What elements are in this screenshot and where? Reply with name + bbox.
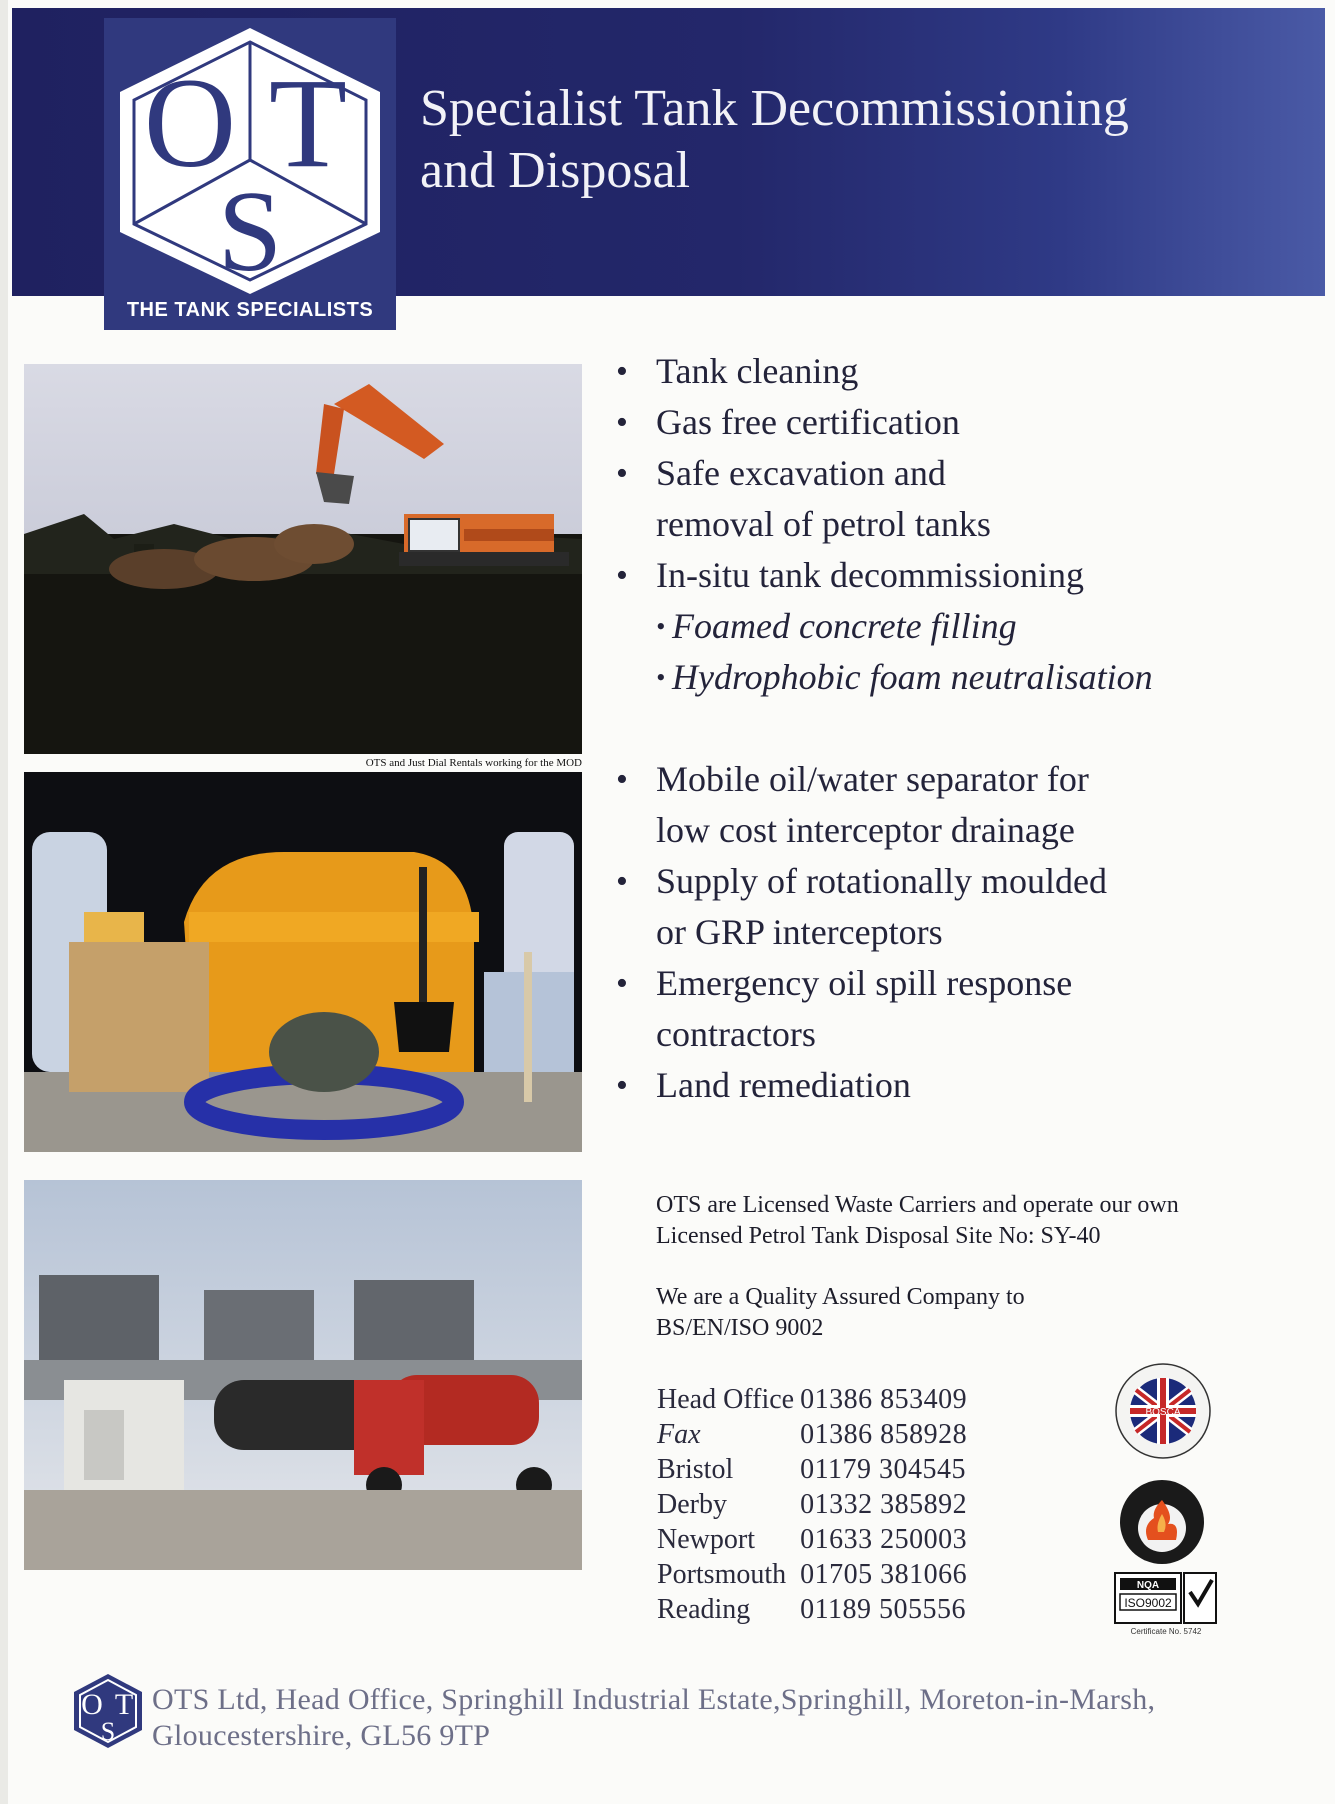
- svg-text:T: T: [114, 1688, 134, 1721]
- license-statement: OTS are Licensed Waste Carriers and operate our own Licensed Petrol Tank Disposal Site No: SY-40: [656, 1192, 1179, 1249]
- services-list-bottom: [612, 754, 1107, 1111]
- list-item-line: Emergency oil spill response: [656, 963, 1073, 1003]
- contact-label: Portsmouth: [657, 1558, 787, 1590]
- logo-tagline: THE TANK SPECIALISTS: [126, 299, 374, 321]
- list-item: • In-situ tank decommissioning: [612, 550, 1153, 601]
- footer-address: [152, 1682, 1155, 1754]
- ots-logo: [104, 18, 396, 330]
- svg-text:S: S: [217, 168, 283, 294]
- spill-kit-photo: [24, 772, 582, 1152]
- contact-number: 01179 304545: [800, 1453, 967, 1485]
- photo-caption: OTS and Just Dial Rentals working for the MOD: [365, 757, 582, 769]
- list-item: [612, 958, 1107, 1060]
- contact-number: 01332 385892: [800, 1488, 968, 1520]
- bosca-badge-icon: [1114, 1362, 1212, 1460]
- page-title: [420, 78, 1129, 202]
- svg-text:ISO9002: ISO9002: [1124, 1596, 1172, 1610]
- svg-text:BOSCA: BOSCA: [1145, 1407, 1181, 1418]
- contact-table: [657, 1382, 967, 1627]
- svg-text:Certificate No. 5742: Certificate No. 5742: [1130, 1627, 1202, 1636]
- excavator-photo: [24, 364, 582, 754]
- list-item: • Land remediation: [612, 1060, 1107, 1111]
- contact-label: Reading: [657, 1593, 751, 1625]
- contact-row: [657, 1452, 967, 1487]
- tank-depot-photo: [24, 1180, 582, 1570]
- list-item-line: contractors: [656, 1014, 816, 1054]
- list-item-line: Safe excavation and: [656, 453, 946, 493]
- contact-number: 01386 858928: [800, 1418, 968, 1450]
- contact-label: Bristol: [657, 1453, 734, 1485]
- contact-row: [657, 1487, 967, 1522]
- contact-row: [657, 1417, 967, 1452]
- svg-text:O: O: [143, 52, 237, 194]
- list-item-line: removal of petrol tanks: [656, 504, 991, 544]
- contact-row: [657, 1557, 967, 1592]
- contact-label: Head Office: [657, 1383, 795, 1415]
- sub-list-item: • Hydrophobic foam neutralisation: [612, 652, 1153, 703]
- page-edge: [0, 0, 8, 1804]
- contact-number: 01633 250003: [800, 1523, 968, 1555]
- list-item-line: Mobile oil/water separator for: [656, 759, 1089, 799]
- sub-list-item: • Foamed concrete filling: [612, 601, 1153, 652]
- contact-row: [657, 1522, 967, 1557]
- list-item: [612, 856, 1107, 958]
- svg-text:NQA: NQA: [1136, 1580, 1160, 1591]
- list-item-line: low cost interceptor drainage: [656, 810, 1075, 850]
- ots-cube-logo: [112, 24, 388, 294]
- contact-number: 01189 505556: [800, 1593, 967, 1625]
- list-item: • Gas free certification: [612, 397, 1153, 448]
- title-line-1: Specialist Tank Decommissioning: [420, 80, 1129, 137]
- list-item-line: Supply of rotationally moulded: [656, 861, 1107, 901]
- contact-label: Newport: [657, 1523, 755, 1555]
- footer-address-line-2: Gloucestershire, GL56 9TP: [152, 1719, 491, 1752]
- list-item: [612, 754, 1107, 856]
- contact-number: 01705 381066: [800, 1558, 968, 1590]
- contact-row: [657, 1382, 967, 1417]
- svg-text:S: S: [100, 1717, 116, 1746]
- contact-number: 01386 853409: [800, 1383, 968, 1415]
- services-list-top: [612, 346, 1153, 703]
- svg-text:T: T: [268, 52, 348, 194]
- title-line-2: and Disposal: [420, 142, 691, 199]
- list-item: [612, 448, 1153, 550]
- quality-statement: We are a Quality Assured Company to BS/EN/ISO 9002: [656, 1284, 1025, 1341]
- footer-address-line-1: OTS Ltd, Head Office, Springhill Industrial Estate,Springhill, Moreton-in-Marsh,: [152, 1683, 1156, 1716]
- nqa-iso-badge-icon: [1114, 1572, 1218, 1636]
- fire-safety-badge-icon: [1118, 1478, 1206, 1568]
- list-item-line: or GRP interceptors: [656, 912, 943, 952]
- list-item: • Tank cleaning: [612, 346, 1153, 397]
- contact-row: [657, 1592, 967, 1627]
- svg-text:O: O: [81, 1688, 103, 1721]
- contact-label: Fax: [657, 1418, 701, 1450]
- footer-ots-logo-icon: [72, 1672, 144, 1750]
- contact-label: Derby: [657, 1488, 727, 1520]
